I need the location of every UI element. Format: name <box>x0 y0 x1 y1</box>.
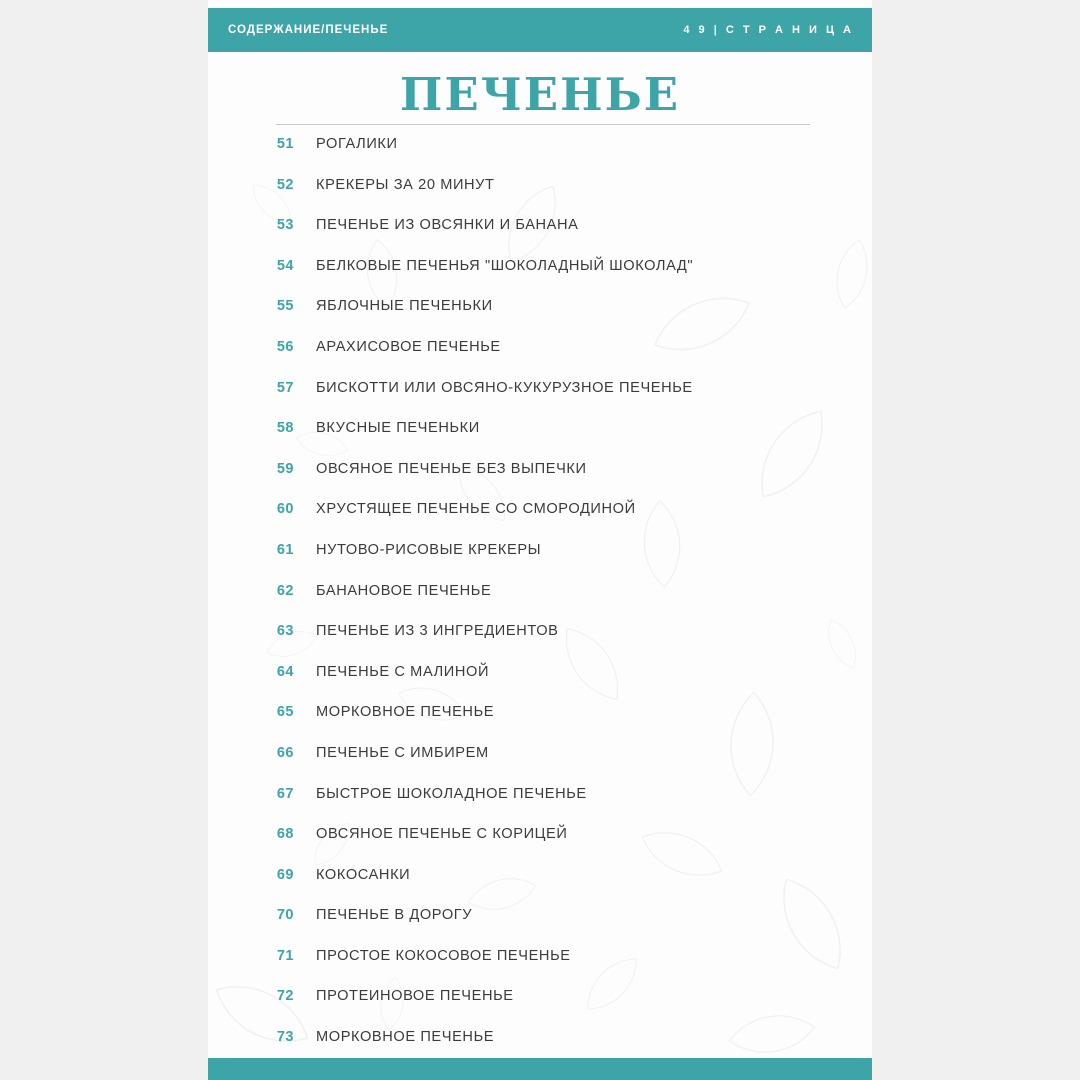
toc-entry[interactable] <box>208 542 872 583</box>
toc-entry-label: КРЕКЕРЫ ЗА 20 МИНУТ <box>316 176 495 193</box>
toc-entry[interactable] <box>208 948 872 989</box>
toc-entry-label: БЫСТРОЕ ШОКОЛАДНОЕ ПЕЧЕНЬЕ <box>316 785 587 802</box>
toc-entry-number: 64 <box>276 663 294 680</box>
toc-entry-label: ПЕЧЕНЬЕ ИЗ 3 ИНГРЕДИЕНТОВ <box>316 623 559 640</box>
toc-entry[interactable] <box>208 786 872 827</box>
breadcrumb: СОДЕРЖАНИЕ/ПЕЧЕНЬЕ <box>228 24 389 36</box>
toc-entry-label: НУТОВО-РИСОВЫЕ КРЕКЕРЫ <box>316 541 542 558</box>
toc-entry-label: БАНАНОВОЕ ПЕЧЕНЬЕ <box>316 582 492 599</box>
toc-entry-number: 70 <box>276 907 294 924</box>
toc-entry[interactable] <box>208 623 872 664</box>
toc-entry-label: ПЕЧЕНЬЕ В ДОРОГУ <box>316 907 473 924</box>
title-divider <box>276 124 810 125</box>
toc-entry[interactable] <box>208 988 872 1029</box>
toc-entry-number: 54 <box>276 257 294 274</box>
toc-entry-label: АРАХИСОВОЕ ПЕЧЕНЬЕ <box>316 338 501 355</box>
table-of-contents <box>208 136 872 1070</box>
toc-entry-number: 65 <box>276 704 294 721</box>
toc-entry-label: ПРОСТОЕ КОКОСОВОЕ ПЕЧЕНЬЕ <box>316 947 571 964</box>
toc-entry[interactable] <box>208 298 872 339</box>
toc-entry[interactable] <box>208 664 872 705</box>
toc-entry-number: 73 <box>276 1029 294 1046</box>
toc-entry[interactable] <box>208 420 872 461</box>
toc-entry-label: БЕЛКОВЫЕ ПЕЧЕНЬЯ "ШОКОЛАДНЫЙ ШОКОЛАД" <box>316 257 694 274</box>
toc-entry-number: 55 <box>276 298 294 315</box>
toc-entry[interactable] <box>208 380 872 421</box>
toc-entry-label: РОГАЛИКИ <box>316 136 398 152</box>
toc-entry-number: 58 <box>276 420 294 437</box>
toc-entry-label: КОКОСАНКИ <box>316 866 411 883</box>
toc-entry-label: ОВСЯНОЕ ПЕЧЕНЬЕ С КОРИЦЕЙ <box>316 826 568 843</box>
toc-entry[interactable] <box>208 907 872 948</box>
toc-entry[interactable] <box>208 461 872 502</box>
toc-entry-label: МОРКОВНОЕ ПЕЧЕНЬЕ <box>316 1029 495 1046</box>
toc-entry[interactable] <box>208 704 872 745</box>
toc-entry[interactable] <box>208 745 872 786</box>
toc-entry-label: МОРКОВНОЕ ПЕЧЕНЬЕ <box>316 704 495 721</box>
toc-entry-label: ПЕЧЕНЬЕ С МАЛИНОЙ <box>316 663 490 680</box>
toc-entry-number: 61 <box>276 541 294 558</box>
toc-entry[interactable] <box>208 136 872 177</box>
toc-entry-number: 72 <box>276 988 294 1005</box>
toc-entry[interactable] <box>208 867 872 908</box>
toc-entry[interactable] <box>208 177 872 218</box>
page-title: ПЕЧЕНЬЕ <box>399 68 681 121</box>
toc-entry-label: ПЕЧЕНЬЕ С ИМБИРЕМ <box>316 744 489 761</box>
toc-entry-label: ПРОТЕИНОВОЕ ПЕЧЕНЬЕ <box>316 988 514 1005</box>
toc-entry[interactable] <box>208 583 872 624</box>
toc-entry-number: 69 <box>276 866 294 883</box>
toc-entry-label: ЯБЛОЧНЫЕ ПЕЧЕНЬКИ <box>316 298 493 315</box>
toc-entry-label: БИСКОТТИ ИЛИ ОВСЯНО-КУКУРУЗНОЕ ПЕЧЕНЬЕ <box>316 379 693 396</box>
toc-entry-number: 68 <box>276 826 294 843</box>
toc-entry-number: 60 <box>276 501 294 518</box>
toc-entry-label: ПЕЧЕНЬЕ ИЗ ОВСЯНКИ И БАНАНА <box>316 217 579 234</box>
toc-entry[interactable] <box>208 339 872 380</box>
page-footer-bar <box>208 1058 872 1080</box>
toc-entry[interactable] <box>208 217 872 258</box>
page-number-label: 4 9 | С Т Р А Н И Ц А <box>683 24 854 36</box>
page-header-bar <box>208 8 872 52</box>
toc-entry-number: 63 <box>276 623 294 640</box>
toc-entry-label: ОВСЯНОЕ ПЕЧЕНЬЕ БЕЗ ВЫПЕЧКИ <box>316 460 587 477</box>
toc-entry-label: ХРУСТЯЩЕЕ ПЕЧЕНЬЕ СО СМОРОДИНОЙ <box>316 501 636 518</box>
toc-entry-number: 52 <box>276 176 294 193</box>
toc-entry-number: 67 <box>276 785 294 802</box>
toc-entry-label: ВКУСНЫЕ ПЕЧЕНЬКИ <box>316 420 480 437</box>
toc-entry-number: 57 <box>276 379 294 396</box>
toc-entry-number: 66 <box>276 744 294 761</box>
toc-entry-number: 56 <box>276 338 294 355</box>
toc-entry-number: 62 <box>276 582 294 599</box>
toc-entry[interactable] <box>208 501 872 542</box>
toc-entry[interactable] <box>208 826 872 867</box>
document-page <box>208 0 872 1080</box>
toc-entry[interactable] <box>208 258 872 299</box>
toc-entry-number: 53 <box>276 217 294 234</box>
toc-entry-number: 71 <box>276 947 294 964</box>
toc-entry-number: 59 <box>276 460 294 477</box>
toc-entry-number: 51 <box>276 136 294 152</box>
